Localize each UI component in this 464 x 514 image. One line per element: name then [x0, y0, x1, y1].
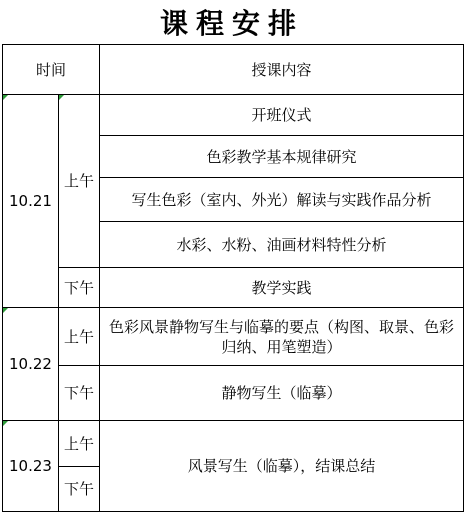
table-row [3, 421, 464, 467]
content-item: 写生色彩（室内、外光）解读与实践作品分析 [100, 178, 464, 222]
date-cell-day1: 10.21 [3, 95, 59, 308]
header-content: 授课内容 [100, 45, 464, 95]
period-afternoon-day2: 下午 [59, 366, 100, 421]
content-item: 教学实践 [100, 268, 464, 308]
period-morning-day2: 上午 [59, 308, 100, 366]
table-row [3, 95, 464, 136]
period-afternoon-day1: 下午 [59, 268, 100, 308]
content-item: 风景写生（临摹），结课总结 [100, 421, 464, 512]
content-item: 水彩、水粉、油画材料特性分析 [100, 222, 464, 268]
table-row [3, 366, 464, 421]
table-header-row [3, 45, 464, 95]
date-cell-day2: 10.22 [3, 308, 59, 421]
table-row [3, 268, 464, 308]
page-title: 课程安排 [159, 7, 304, 40]
cell-marker-icon [3, 95, 8, 100]
table-row [3, 308, 464, 366]
content-item: 色彩教学基本规律研究 [100, 136, 464, 178]
schedule-table [2, 44, 464, 512]
header-time: 时间 [3, 45, 100, 95]
content-item: 色彩风景静物写生与临摹的要点（构图、取景、色彩归纳、用笔塑造） [100, 308, 464, 366]
cell-marker-icon [3, 421, 8, 426]
cell-marker-icon [59, 95, 64, 100]
period-morning-day1: 上午 [59, 95, 100, 268]
cell-marker-icon [3, 308, 8, 313]
content-item: 静物写生（临摹） [100, 366, 464, 421]
period-morning-day3: 上午 [59, 421, 100, 467]
content-item: 开班仪式 [100, 95, 464, 136]
date-cell-day3: 10.23 [3, 421, 59, 512]
period-afternoon-day3: 下午 [59, 467, 100, 512]
